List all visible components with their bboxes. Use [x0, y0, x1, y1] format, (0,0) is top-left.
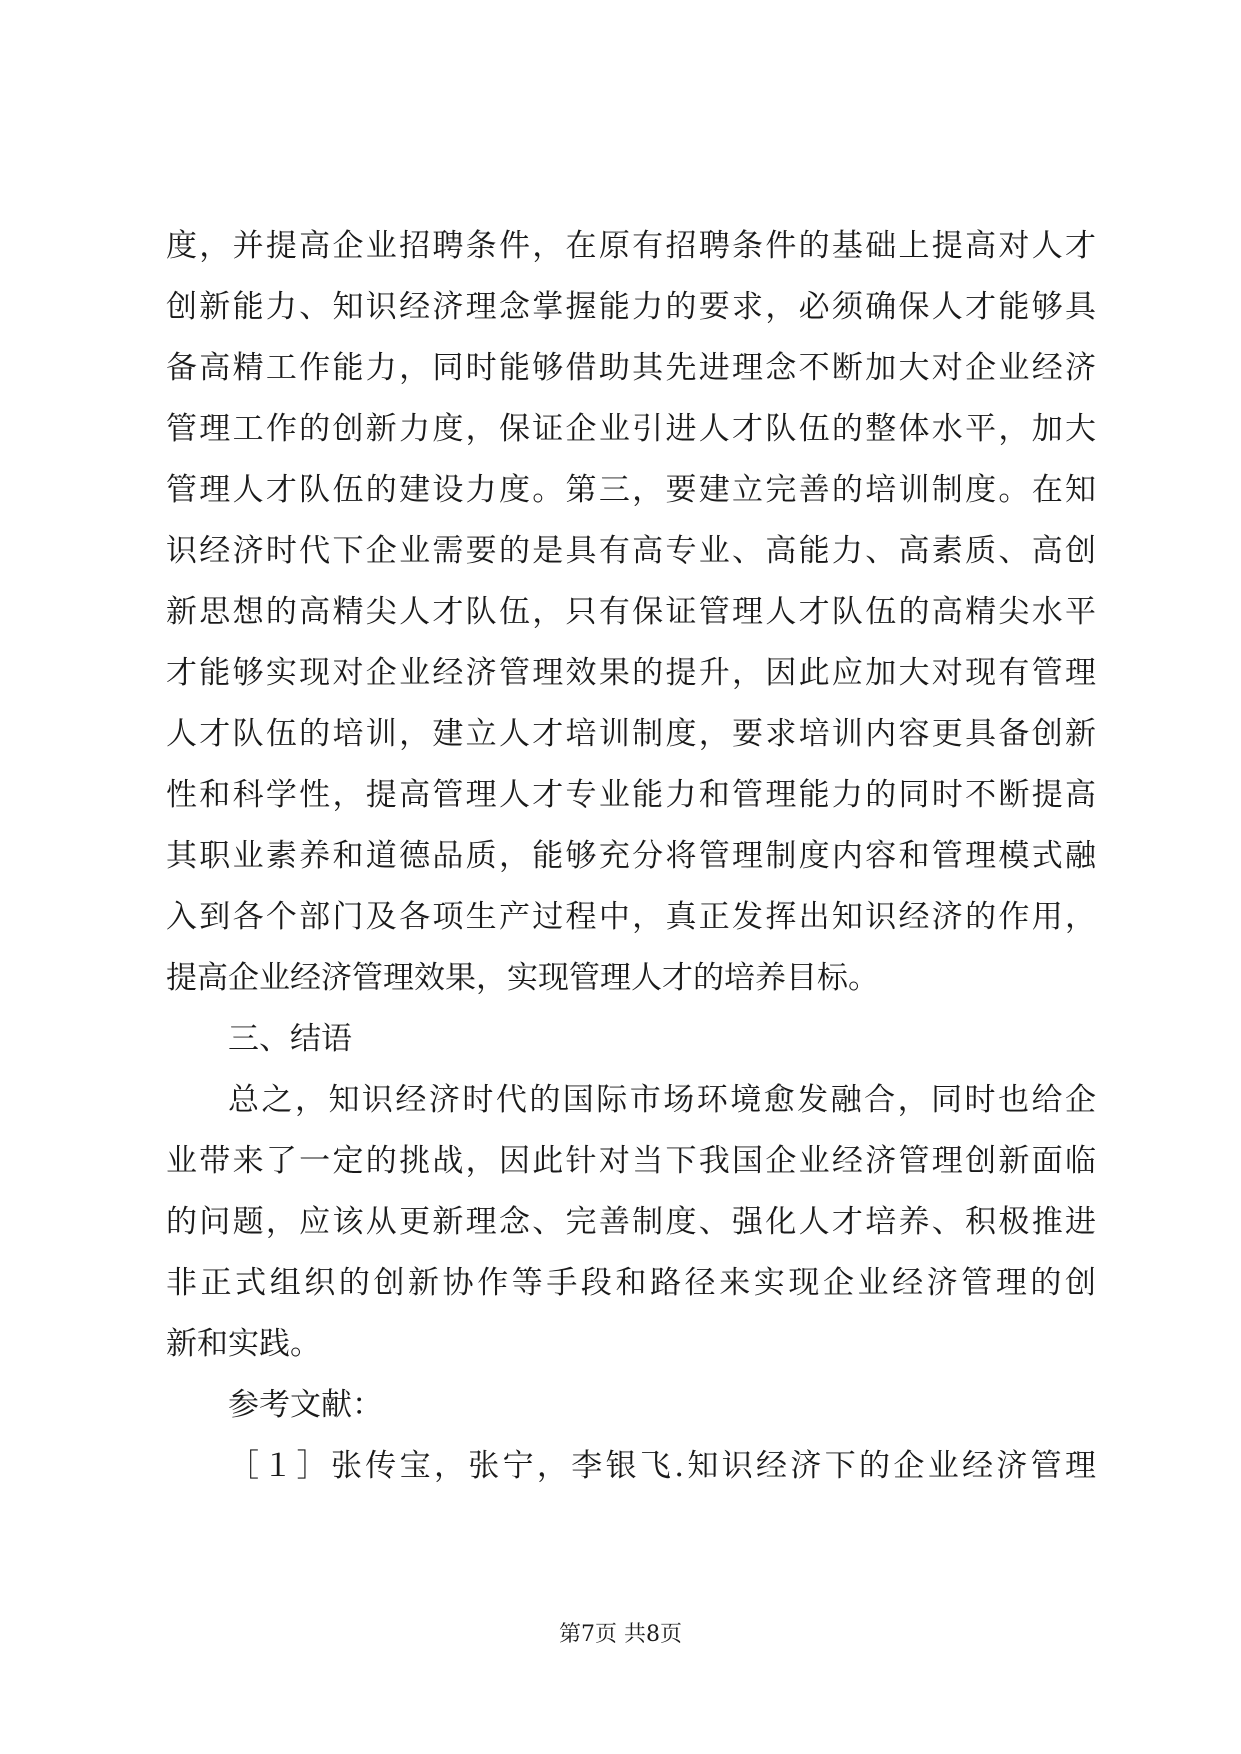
body-line: 管理人才队伍的建设力度。第三，要建立完善的培训制度。在知 [166, 472, 1096, 508]
body-line: 的问题，应该从更新理念、完善制度、强化人才培养、积极推进 [166, 1204, 1096, 1240]
section-heading: 三、结语 [228, 1021, 352, 1057]
references-heading: 参考文献： [228, 1387, 383, 1423]
body-line: 新思想的高精尖人才队伍，只有保证管理人才队伍的高精尖水平 [166, 594, 1096, 630]
body-line: 新和实践。 [166, 1326, 321, 1362]
body-line: 备高精工作能力，同时能够借助其先进理念不断加大对企业经济 [166, 350, 1096, 386]
body-line: 识经济时代下企业需要的是具有高专业、高能力、高素质、高创 [166, 533, 1096, 569]
body-line: 才能够实现对企业经济管理效果的提升，因此应加大对现有管理 [166, 655, 1096, 691]
body-line: 其职业素养和道德品质，能够充分将管理制度内容和管理模式融 [166, 838, 1096, 874]
body-line: 创新能力、知识经济理念掌握能力的要求，必须确保人才能够具 [166, 289, 1096, 325]
body-line: 提高企业经济管理效果，实现管理人才的培养目标。 [166, 960, 879, 996]
body-line: 业带来了一定的挑战，因此针对当下我国企业经济管理创新面临 [166, 1143, 1096, 1179]
body-line: 非正式组织的创新协作等手段和路径来实现企业经济管理的创 [166, 1265, 1096, 1301]
body-line: 总之，知识经济时代的国际市场环境愈发融合，同时也给企 [228, 1082, 1096, 1118]
body-line: 入到各个部门及各项生产过程中，真正发挥出知识经济的作用， [166, 899, 1096, 935]
reference-item: ［１］张传宝，张宁，李银飞.知识经济下的企业经济管理 [228, 1448, 1096, 1484]
body-line: 性和科学性，提高管理人才专业能力和管理能力的同时不断提高 [166, 777, 1096, 813]
body-line: 度，并提高企业招聘条件，在原有招聘条件的基础上提高对人才 [166, 228, 1096, 264]
page-footer: 第7页 共8页 [559, 1622, 682, 1647]
body-line: 人才队伍的培训，建立人才培训制度，要求培训内容更具备创新 [166, 716, 1096, 752]
body-line: 管理工作的创新力度，保证企业引进人才队伍的整体水平，加大 [166, 411, 1096, 447]
